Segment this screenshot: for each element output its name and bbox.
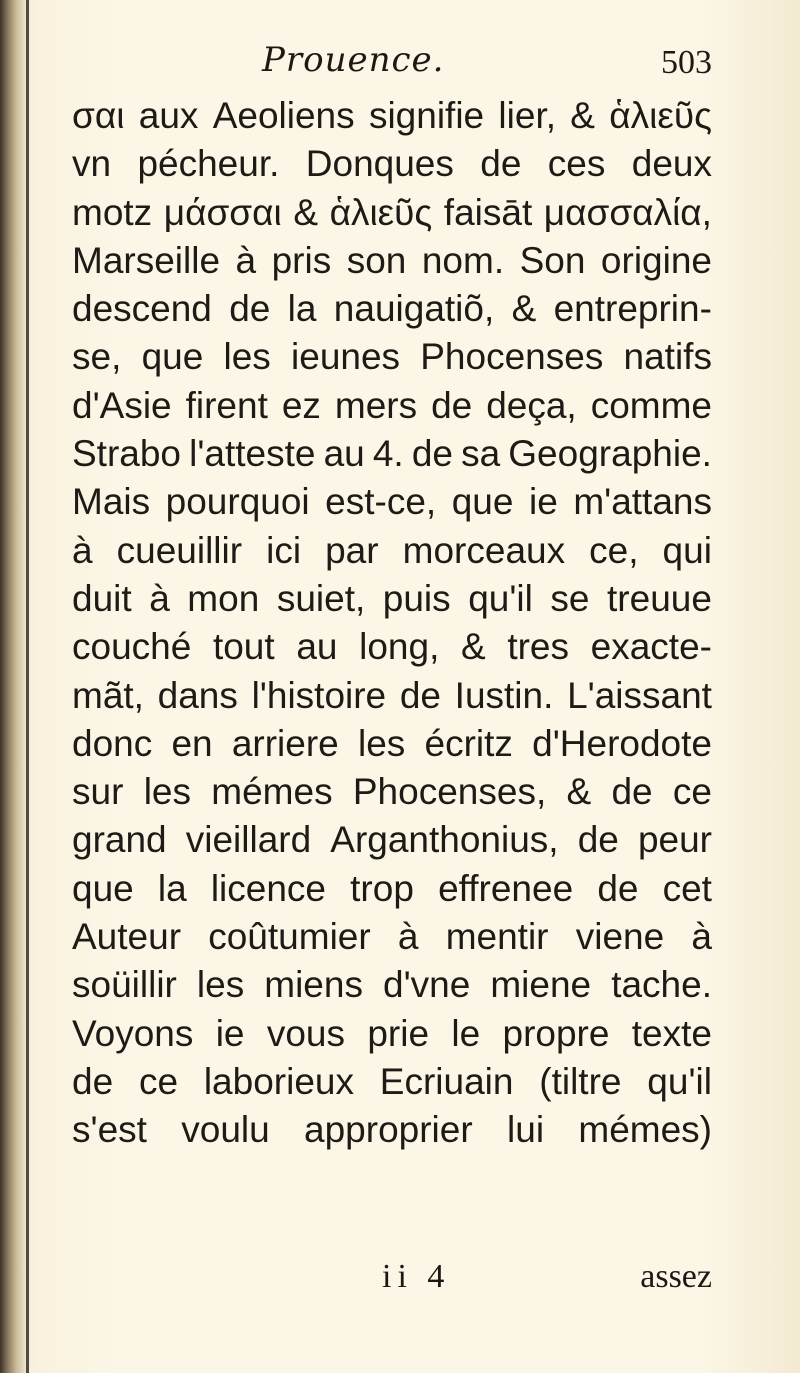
word: d'vne [383,964,471,1006]
word: treuue [607,577,712,619]
word: aux [138,95,199,136]
word: ἁλιεῦς [329,191,433,233]
word: à [149,577,170,619]
word: (tiltre [539,1060,622,1102]
word: nom. [421,239,505,281]
word: son [346,239,407,281]
word: & [460,626,486,668]
word: d'Herodote [532,722,712,764]
word: cet [662,867,712,909]
word: pris [271,239,332,281]
word: L'aissant [567,674,712,716]
word: Marseille [72,239,221,281]
word: donc [72,722,153,764]
word: de [577,819,619,861]
word: sur [72,771,124,813]
text-line [72,1058,712,1106]
word: s'est [72,1109,147,1151]
word: Phocenses [420,336,604,378]
word: comme [590,384,712,426]
word: approprier [304,1109,473,1151]
word: nauigatiõ, [333,288,495,330]
word: d'Asie [72,384,172,426]
word: grand [72,819,167,861]
word: de [611,771,653,813]
word: ce [672,771,712,813]
word: se, [72,336,122,378]
running-title: Prouence. [262,40,445,80]
word: Phocenses, [352,771,547,813]
word: les [357,722,406,764]
word: à [72,529,93,571]
word: m'attans [573,481,712,523]
word: & [511,288,537,330]
word: ici [266,529,302,571]
body-text [72,92,712,1155]
word: qu'il [647,1060,712,1102]
word: à [235,239,257,281]
word: de [229,288,271,330]
text-line [72,478,712,526]
page-gutter-shadow [0,0,26,1373]
word: qui [662,529,712,571]
word: signifie [368,95,485,136]
word: l'histoire [251,674,387,716]
page-header [72,40,712,90]
word: tout [212,626,275,668]
word: dans [157,674,238,716]
word: coûtumier [208,916,371,958]
word: ez [281,384,321,426]
text-line [72,527,712,575]
text-line [72,430,712,478]
word: miens [264,964,363,1006]
word: mãt, [72,674,144,716]
text-line [72,623,712,671]
word: tache. [611,964,712,1006]
text-line [72,961,712,1009]
word: Mais [72,481,151,523]
word: ce, [589,529,639,571]
word: ἁλιεῦς [609,95,712,136]
word: laborieux [203,1060,354,1102]
text-line [72,92,712,140]
word: de [597,867,639,909]
word: Voyons [72,1012,194,1054]
word: les [143,771,191,813]
word: pourquoi [165,481,310,523]
word: suiet, [276,577,366,619]
text-line [72,1010,712,1058]
word: 4. [372,433,404,475]
word: de [411,433,453,475]
text-line [72,140,712,188]
word: les [196,964,245,1006]
word: mon [187,577,260,619]
text-line [72,237,712,285]
text-line [72,865,712,913]
word: lui [507,1109,545,1151]
word: Donques [305,143,454,185]
word: de [480,143,522,185]
word: de [399,674,441,716]
word: voulu [181,1109,270,1151]
word: peur [637,819,712,861]
word: ces [547,143,606,185]
word: μασσαλία, [543,191,712,233]
word: trop [350,867,414,909]
text-line [72,672,712,720]
text-line [72,189,712,237]
word: & [570,95,595,136]
word: μάσσαι [163,191,282,233]
text-line [72,575,712,623]
word: pécheur. [137,143,280,185]
word: puis [382,577,451,619]
word: propre [502,1012,610,1054]
word: vieillard [185,819,312,861]
word: ieunes [291,336,401,378]
word: par [325,529,379,571]
word: ie [528,481,558,523]
word: σαι [72,95,125,136]
word: à [691,916,712,958]
word: duit [72,577,132,619]
word: descend [72,288,212,330]
word: prie [367,1012,430,1054]
word: entreprin- [553,288,712,330]
word: les [223,336,271,378]
word: le [451,1012,481,1054]
word: se [550,577,590,619]
word: cueuillir [116,529,243,571]
word: origine [600,239,712,281]
word: deux [631,143,712,185]
text-line [72,720,712,768]
word: texte [631,1012,712,1054]
word: l'atteste [189,433,316,475]
word: écritz [424,722,513,764]
text-line [72,285,712,333]
word: mentir [445,916,549,958]
word: couché [72,626,192,668]
word: Geographie. [508,433,712,475]
word: mémes) [578,1109,712,1151]
text-line [72,333,712,381]
word: que [451,481,514,523]
word: est-ce, [325,481,437,523]
word: licence [210,867,327,909]
page-number: 503 [661,44,712,81]
word: que [141,336,204,378]
word: & [566,771,592,813]
word: vn [72,143,112,185]
text-line [72,913,712,961]
text-line [72,816,712,864]
word: long, [359,626,440,668]
word: au [296,626,338,668]
word: au [323,433,365,475]
word: de [431,384,473,426]
word: Aeoliens [212,95,355,136]
word: la [157,867,187,909]
word: miene [490,964,592,1006]
word: arriere [231,722,339,764]
page-binding-edge [26,0,29,1373]
word: deça, [486,384,577,426]
word: & [293,191,318,233]
catchword: assez [640,1258,712,1295]
word: mers [334,384,418,426]
word: que [72,867,134,909]
word: Auteur [72,916,182,958]
word: mémes [211,771,333,813]
word: effrenee [438,867,574,909]
word: sa [461,433,501,475]
word: exacte- [590,626,712,668]
text-line [72,768,712,816]
word: ce [138,1060,179,1102]
text-line [72,382,712,430]
word: lier, [498,95,556,136]
word: motz [72,191,153,233]
word: Ecriuain [379,1060,514,1102]
word: Strabo [72,433,182,475]
word: à [397,916,419,958]
word: de [72,1060,114,1102]
word: firent [185,384,268,426]
page-footer [72,1258,712,1308]
word: Son [519,239,586,281]
word: tres [507,626,569,668]
word: ie [215,1012,245,1054]
word: qu'il [468,577,533,619]
word: faisāt [443,191,533,233]
word: Arganthonius, [330,819,559,861]
word: morceaux [402,529,566,571]
word: natifs [623,336,712,378]
word: soüillir [72,964,177,1006]
word: en [171,722,213,764]
signature-mark: ii 4 [382,1258,451,1295]
text-line [72,1106,712,1154]
word: viene [575,916,665,958]
word: la [287,288,317,330]
word: Iustin. [454,674,554,716]
word: vous [266,1012,345,1054]
